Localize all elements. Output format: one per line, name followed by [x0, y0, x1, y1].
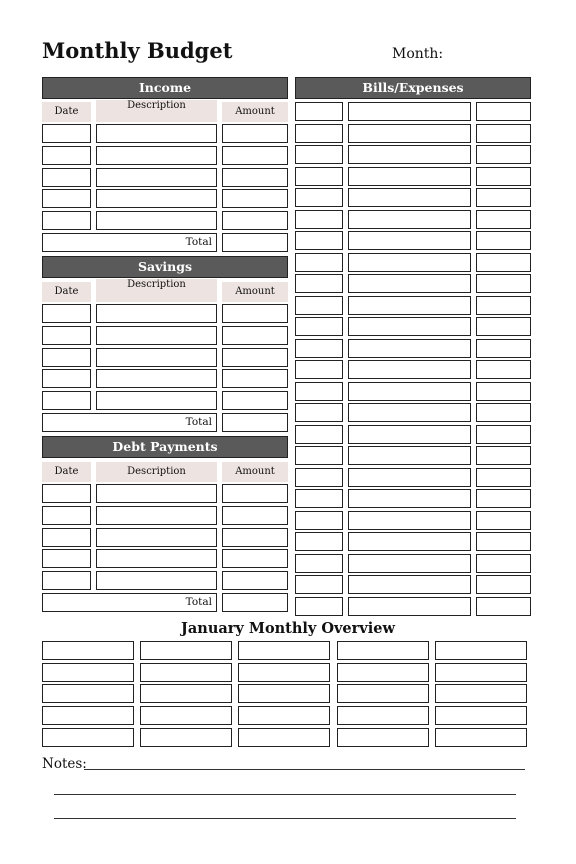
bills-amount-field[interactable] — [476, 446, 531, 465]
bills-description-field[interactable] — [348, 296, 471, 315]
bills-date-field[interactable] — [295, 210, 343, 229]
overview-cell[interactable] — [42, 663, 134, 682]
overview-cell[interactable] — [140, 684, 232, 703]
bills-amount-field[interactable] — [476, 231, 531, 250]
income-date-field[interactable] — [42, 189, 91, 208]
income-amount-field[interactable] — [222, 168, 288, 187]
bills-description-field[interactable] — [348, 532, 471, 551]
income-total-label: Total — [42, 233, 217, 252]
month-label: Month: — [392, 46, 444, 62]
debt-amount-field[interactable] — [222, 549, 288, 568]
income-description-field[interactable] — [96, 168, 217, 187]
savings-description-field[interactable] — [96, 304, 217, 323]
bills-description-field[interactable] — [348, 403, 471, 422]
overview-cell[interactable] — [337, 684, 429, 703]
bills-description-field[interactable] — [348, 360, 471, 379]
bills-date-field[interactable] — [295, 425, 343, 444]
bills-amount-field[interactable] — [476, 489, 531, 508]
bills-description-field[interactable] — [348, 468, 471, 487]
bills-description-field[interactable] — [348, 597, 471, 616]
overview-cell[interactable] — [140, 641, 232, 660]
bills-date-field[interactable] — [295, 124, 343, 143]
bills-date-field[interactable] — [295, 317, 343, 336]
savings-description-field[interactable] — [96, 348, 217, 367]
income-date-field[interactable] — [42, 124, 91, 143]
income-amount-header: Amount — [222, 102, 288, 122]
debt-description-field[interactable] — [96, 571, 217, 590]
savings-date-field[interactable] — [42, 391, 91, 410]
savings-date-field[interactable] — [42, 304, 91, 323]
debt-date-field[interactable] — [42, 484, 91, 503]
bills-amount-field[interactable] — [476, 532, 531, 551]
bills-amount-field[interactable] — [476, 382, 531, 401]
bills-description-field[interactable] — [348, 274, 471, 293]
bills-description-field[interactable] — [348, 124, 471, 143]
overview-title: January Monthly Overview — [181, 620, 395, 637]
bills-date-field[interactable] — [295, 360, 343, 379]
bills-amount-field[interactable] — [476, 145, 531, 164]
bills-description-field[interactable] — [348, 511, 471, 530]
page-title: Monthly Budget — [42, 38, 233, 63]
debt-date-field[interactable] — [42, 571, 91, 590]
debt-amount-header: Amount — [222, 462, 288, 482]
bills-date-field[interactable] — [295, 102, 343, 121]
savings-date-field[interactable] — [42, 326, 91, 345]
notes-line[interactable] — [54, 818, 516, 819]
savings-amount-header: Amount — [222, 282, 288, 302]
bills-date-field[interactable] — [295, 597, 343, 616]
income-description-field[interactable] — [96, 189, 217, 208]
overview-cell[interactable] — [238, 663, 330, 682]
overview-cell[interactable] — [238, 684, 330, 703]
bills-description-field[interactable] — [348, 554, 471, 573]
savings-description-field[interactable] — [96, 391, 217, 410]
bills-amount-field[interactable] — [476, 360, 531, 379]
overview-cell[interactable] — [337, 641, 429, 660]
bills-description-field[interactable] — [348, 489, 471, 508]
bills-title: Bills/Expenses — [362, 80, 464, 95]
overview-cell[interactable] — [140, 663, 232, 682]
bills-description-field[interactable] — [348, 188, 471, 207]
debt-title: Debt Payments — [112, 439, 218, 454]
bills-date-field[interactable] — [295, 489, 343, 508]
bills-amount-field[interactable] — [476, 210, 531, 229]
overview-cell[interactable] — [435, 706, 527, 725]
overview-cell[interactable] — [238, 728, 330, 747]
income-title: Income — [138, 80, 192, 95]
bills-amount-field[interactable] — [476, 274, 531, 293]
income-date-header: Date — [42, 102, 91, 122]
income-date-field[interactable] — [42, 211, 91, 230]
income-header-bar — [42, 77, 288, 99]
bills-amount-field[interactable] — [476, 468, 531, 487]
income-description-field[interactable] — [96, 211, 217, 230]
bills-amount-field[interactable] — [476, 317, 531, 336]
income-date-field[interactable] — [42, 146, 91, 165]
bills-date-field[interactable] — [295, 188, 343, 207]
overview-cell[interactable] — [140, 706, 232, 725]
overview-cell[interactable] — [435, 663, 527, 682]
bills-amount-field[interactable] — [476, 511, 531, 530]
bills-date-field[interactable] — [295, 532, 343, 551]
bills-amount-field[interactable] — [476, 188, 531, 207]
savings-date-field[interactable] — [42, 369, 91, 388]
savings-total-label: Total — [42, 413, 217, 432]
income-amount-field[interactable] — [222, 146, 288, 165]
debt-date-field[interactable] — [42, 528, 91, 547]
overview-cell[interactable] — [42, 706, 134, 725]
income-amount-field[interactable] — [222, 124, 288, 143]
income-description-header: Description — [96, 100, 217, 122]
debt-date-field[interactable] — [42, 549, 91, 568]
debt-description-field[interactable] — [96, 549, 217, 568]
debt-header-bar — [42, 436, 288, 458]
overview-cell[interactable] — [42, 684, 134, 703]
overview-cell[interactable] — [337, 663, 429, 682]
income-amount-field[interactable] — [222, 211, 288, 230]
bills-description-field[interactable] — [348, 339, 471, 358]
debt-date-field[interactable] — [42, 506, 91, 525]
notes-line[interactable] — [84, 769, 525, 770]
savings-amount-field[interactable] — [222, 348, 288, 367]
bills-description-field[interactable] — [348, 253, 471, 272]
savings-amount-field[interactable] — [222, 326, 288, 345]
savings-date-header: Date — [42, 282, 91, 302]
debt-amount-field[interactable] — [222, 528, 288, 547]
savings-title: Savings — [137, 259, 192, 274]
savings-description-field[interactable] — [96, 326, 217, 345]
notes-line[interactable] — [54, 794, 516, 795]
savings-description-field[interactable] — [96, 369, 217, 388]
overview-cell[interactable] — [435, 728, 527, 747]
bills-description-field[interactable] — [348, 210, 471, 229]
overview-cell[interactable] — [42, 641, 134, 660]
debt-total-field[interactable] — [222, 593, 288, 612]
savings-header-bar — [42, 256, 288, 278]
income-amount-field[interactable] — [222, 189, 288, 208]
overview-cell[interactable] — [42, 728, 134, 747]
debt-amount-field[interactable] — [222, 484, 288, 503]
bills-amount-field[interactable] — [476, 575, 531, 594]
savings-date-field[interactable] — [42, 348, 91, 367]
savings-total-field[interactable] — [222, 413, 288, 432]
income-description-field[interactable] — [96, 146, 217, 165]
bills-amount-field[interactable] — [476, 339, 531, 358]
bills-amount-field[interactable] — [476, 167, 531, 186]
bills-amount-field[interactable] — [476, 102, 531, 121]
income-total-field[interactable] — [222, 233, 288, 252]
bills-amount-field[interactable] — [476, 425, 531, 444]
bills-date-field[interactable] — [295, 403, 343, 422]
bills-description-field[interactable] — [348, 167, 471, 186]
bills-date-field[interactable] — [295, 468, 343, 487]
bills-date-field[interactable] — [295, 382, 343, 401]
bills-date-field[interactable] — [295, 253, 343, 272]
debt-description-field[interactable] — [96, 484, 217, 503]
bills-amount-field[interactable] — [476, 554, 531, 573]
income-date-field[interactable] — [42, 168, 91, 187]
overview-cell[interactable] — [435, 684, 527, 703]
savings-amount-field[interactable] — [222, 304, 288, 323]
bills-date-field[interactable] — [295, 274, 343, 293]
overview-cell[interactable] — [337, 706, 429, 725]
notes-label: Notes: — [42, 756, 87, 772]
bills-date-field[interactable] — [295, 511, 343, 530]
savings-description-header: Description — [96, 279, 217, 302]
bills-date-field[interactable] — [295, 554, 343, 573]
bills-description-field[interactable] — [348, 425, 471, 444]
bills-amount-field[interactable] — [476, 124, 531, 143]
bills-description-field[interactable] — [348, 102, 471, 121]
bills-date-field[interactable] — [295, 231, 343, 250]
bills-description-field[interactable] — [348, 231, 471, 250]
savings-amount-field[interactable] — [222, 369, 288, 388]
bills-date-field[interactable] — [295, 167, 343, 186]
bills-date-field[interactable] — [295, 446, 343, 465]
bills-description-field[interactable] — [348, 382, 471, 401]
overview-cell[interactable] — [140, 728, 232, 747]
bills-amount-field[interactable] — [476, 296, 531, 315]
debt-description-header: Description — [96, 462, 217, 482]
debt-date-header: Date — [42, 462, 91, 482]
bills-amount-field[interactable] — [476, 403, 531, 422]
overview-cell[interactable] — [238, 641, 330, 660]
debt-description-field[interactable] — [96, 528, 217, 547]
bills-description-field[interactable] — [348, 317, 471, 336]
bills-date-field[interactable] — [295, 145, 343, 164]
overview-cell[interactable] — [238, 706, 330, 725]
bills-header-bar — [295, 77, 531, 99]
debt-amount-field[interactable] — [222, 571, 288, 590]
overview-cell[interactable] — [337, 728, 429, 747]
overview-cell[interactable] — [435, 641, 527, 660]
bills-date-field[interactable] — [295, 296, 343, 315]
income-description-field[interactable] — [96, 124, 217, 143]
bills-amount-field[interactable] — [476, 253, 531, 272]
bills-date-field[interactable] — [295, 339, 343, 358]
debt-total-label: Total — [42, 593, 217, 612]
bills-amount-field[interactable] — [476, 597, 531, 616]
bills-description-field[interactable] — [348, 575, 471, 594]
bills-description-field[interactable] — [348, 145, 471, 164]
debt-amount-field[interactable] — [222, 506, 288, 525]
debt-description-field[interactable] — [96, 506, 217, 525]
bills-description-field[interactable] — [348, 446, 471, 465]
bills-date-field[interactable] — [295, 575, 343, 594]
savings-amount-field[interactable] — [222, 391, 288, 410]
